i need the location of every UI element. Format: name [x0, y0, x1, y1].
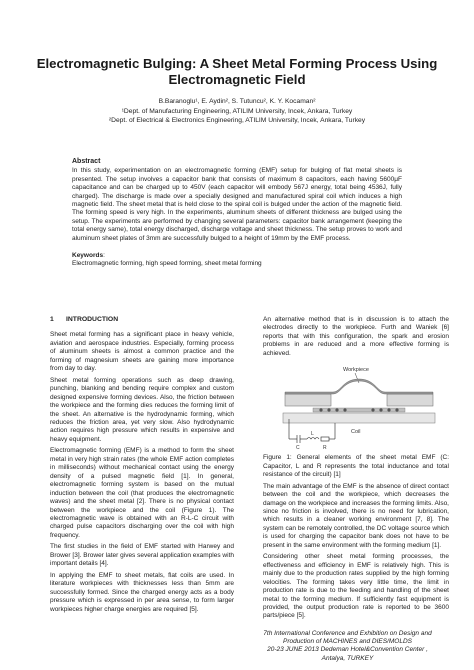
affiliation-2: ²Dept. of Electrical & Electronics Engineering, ATILIM University, Incek, Ankara, Turkey [108, 117, 366, 125]
footer-line-3: 20-23 JUNE 2013 Dedeman Hotel&Convention Center , [267, 646, 428, 654]
body-paragraph: An alternative method that is in discussion is to attach the electrodes directly to the workpiece. Furth and Waniek [6] reports that with this configuration, the spark and erosion problems in are reduced and a more effective forming is achieved. [263, 316, 449, 357]
keywords-text: Electromagnetic forming, high speed forming, sheet metal forming [72, 260, 262, 268]
paper-title [30, 56, 444, 88]
coil-windings [313, 408, 405, 412]
intro-paragraph: The first studies in the field of EMF started with Harwey and Brower [3]. Brower later gives several application examples with important details [4]. [50, 543, 234, 568]
body-paragraph: The main advantage of the EMF is the absence of direct contact between the coil and the workpiece, which decreases the damage on the workpiece and increases the forming limits. Also, since no friction is involved, there is no need for lubrication, which results in a cleaner working environment [7, 8]. The system can be remotely controlled, the DC voltage source which is used for charging the capacitor bank does not have to be present in the same environment with the forming medium [1]. [263, 482, 449, 549]
section-number: 1 [50, 316, 54, 323]
emf-setup-diagram [263, 361, 449, 451]
figure-1-caption: Figure 1: General elements of the sheet metal EMF (C: Capacitor, L and R represents the total inductance and total resistance of the circuit) [1] [263, 454, 449, 479]
affiliation-1: ¹Dept. of Manufacturing Engineering, ATILIM University, Incek, Ankara, Turkey [121, 107, 353, 115]
coil-base [283, 413, 435, 423]
coil-label: Coil [351, 429, 361, 436]
footer-line-2: Production of MACHINES and DIES/MOLDS [283, 638, 412, 646]
right-column [263, 316, 449, 624]
section-heading-introduction [50, 316, 234, 324]
intro-paragraph: Sheet metal forming operations such as deep drawing, punching, blanking and bending require complex and custom designed expensive forming devices. Also, the friction between the workpiece and the forming dies reduces the forming limit of the sheet. An alternative is the hydrodynamic forming, which reduces the friction area, yet very slow. Also hydrodynamic action requires high pressure which results in expensive and heavy equipment. [50, 376, 234, 443]
resistor-label: R [323, 445, 327, 452]
author-block [0, 97, 474, 126]
body-paragraph: Considering other sheet metal forming processes, the effectiveness and efficiency in EMF is relatively high. This is mainly due to the production rates supplied by the high forming velocities. The forming takes very little time, the limit in production rate is due to the feeding and handling of the sheet metal to the forming medium. If sufficiently fast equipment is provided, the output production rate is reported to be 3600 parts/piece [5]. [263, 553, 449, 620]
section-title: INTRODUCTION [66, 316, 119, 323]
conference-footer [250, 630, 445, 663]
intro-paragraph: In applying the EMF to sheet metals, flat coils are used. In literature workpieces with thicknesses less than 5mm are successfully formed. Since the charged energy acts as a body pressure which is expressed in per area sense, to form larger workpieces higher charge energies are required [5]. [50, 571, 234, 613]
keywords-heading: Keywords: [72, 252, 105, 260]
abstract-text: In this study, experimentation on an electromagnetic forming (EMF) setup for bulging of flat metal sheets is presented. The setup involves a capacitor bank that consists of maximum 8 capacitors, each having 5600μF capacitance and can be charged up to 450V (each capacitor will embody 567J energy, total being 4536J, fully charged). The discharge is made over a specially designed and manufactured spiral coil which induces a high magnetic field. The sheet metal that is held close to the spiral coil is bulged under the action of the magnetic field. The forming speed is very high. In the experiments, aluminum sheets of different thickness are bulged using the setup. The experiments are performed by changing several parameters: capacitor bank arrangement (keeping the total energy same), total energy discharged, discharge voltage and sheet thickness. The setup proves to work and aluminum sheet plates of 3mm are successfully bulged to a height of 19mm by the EMF process. [72, 167, 402, 242]
inductor-label: L [311, 431, 314, 438]
keywords-label: Keywords [72, 252, 104, 260]
die-right [387, 394, 433, 406]
footer-line-1: 7th International Conference and Exhibition on Design and [263, 630, 432, 637]
intro-paragraph: Electromagnetic forming (EMF) is a method to form the sheet metal in very high strain rates (the whole EMF action completes in milliseconds) without mechanical contact using the energy density of a pulsed magnetic field [1]. In general, electromagnetic forming system is based on the mutual induction between the coil (that produces the electromagnetic waves) and the sheet metal [2]. There is no physical contact between the workpiece and the coil (Figure 1). The electromagnetic wave is obtained with an R-L-C circuit with charged pulse capacitors discharging over the coil with high frequency. [50, 447, 234, 539]
workpiece-leader-line [355, 373, 359, 383]
footer-line-4: Antalya, TURKEY [321, 654, 374, 662]
workpiece-label: Workpiece [343, 367, 369, 374]
left-column [50, 316, 234, 617]
die-left [285, 394, 331, 406]
author-names: B.Baranoglu¹, E. Aydin², S. Tutuncu², K. Y. Kocaman² [158, 98, 316, 105]
workpiece-sheet [285, 379, 433, 394]
abstract-section [72, 158, 402, 269]
intro-paragraph: Sheet metal forming has a significant place in heavy vehicle, aviation and aerospace industries. Especially, forming process of aluminum sheets is almost a common practice and the forming of magnesium sheets are gaining more importance from day to day. [50, 331, 234, 373]
figure-1 [263, 361, 449, 451]
title-line-2: Electromagnetic Field [168, 72, 306, 87]
title-line-1: Electromagnetic Bulging: A Sheet Metal Forming Process Using [36, 56, 438, 71]
capacitor-label: C [296, 445, 300, 452]
abstract-heading: Abstract [72, 158, 101, 165]
